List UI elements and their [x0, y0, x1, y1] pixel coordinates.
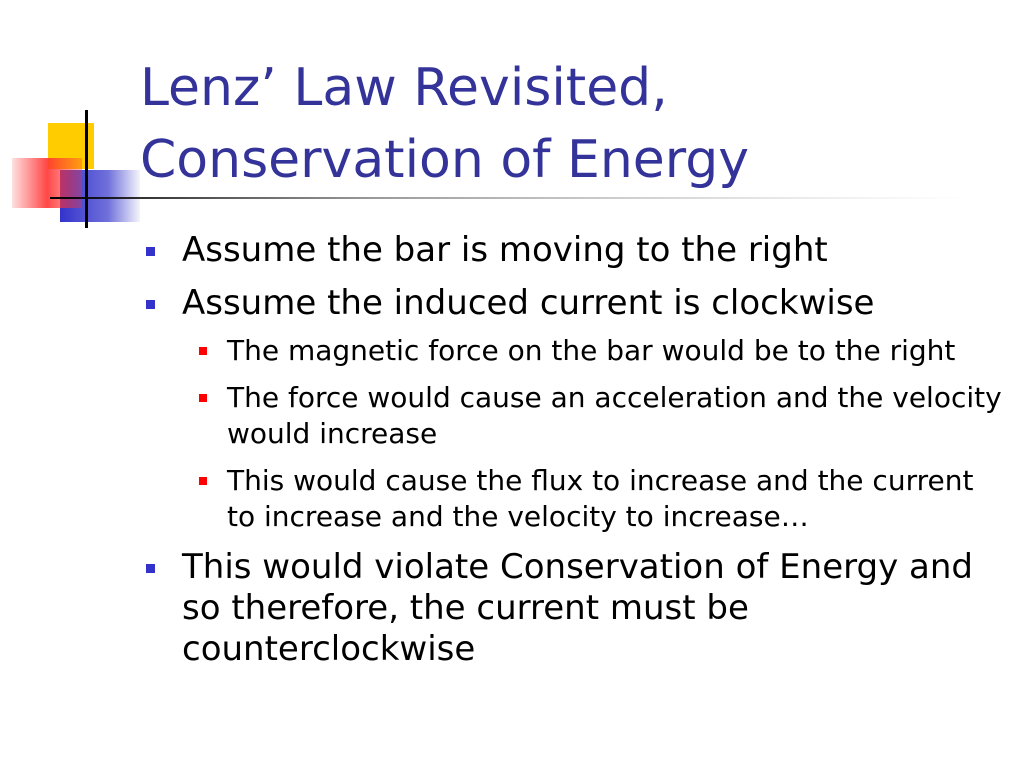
bullet-text: Assume the induced current is clockwise: [182, 283, 875, 323]
bullet-item: [140, 230, 1010, 271]
bullet-item: [140, 547, 1010, 670]
bullet-list: [140, 230, 1010, 682]
bullet-square-icon: [146, 564, 155, 573]
sub-bullet-text: The force would cause an acceleration and the velocity would increase: [227, 381, 1002, 450]
vertical-rule: [85, 110, 88, 228]
sub-bullet-text: The magnetic force on the bar would be to the right: [227, 334, 956, 367]
sub-bullet-square-icon: [199, 394, 207, 402]
slide-title: Lenz’ Law Revisited, Conservation of Energy: [140, 58, 750, 190]
sub-bullet-item: [140, 463, 1010, 535]
bullet-square-icon: [146, 300, 155, 309]
sub-bullet-text: This would cause the flux to increase and the current to increase and the velocity to increase…: [227, 464, 974, 533]
bullet-item: [140, 283, 1010, 324]
bullet-square-icon: [146, 247, 155, 256]
bullet-text: Assume the bar is moving to the right: [182, 230, 828, 270]
sub-bullet-list: [140, 333, 1010, 535]
bullet-text: This would violate Conservation of Energy and so therefore, the current must be counterclockwise: [182, 547, 973, 669]
sub-bullet-square-icon: [199, 477, 207, 485]
sub-bullet-square-icon: [199, 347, 207, 355]
sub-bullet-item: [140, 333, 1010, 369]
sub-bullet-item: [140, 380, 1010, 452]
red-square: [12, 158, 82, 208]
horizontal-rule: [50, 197, 970, 199]
